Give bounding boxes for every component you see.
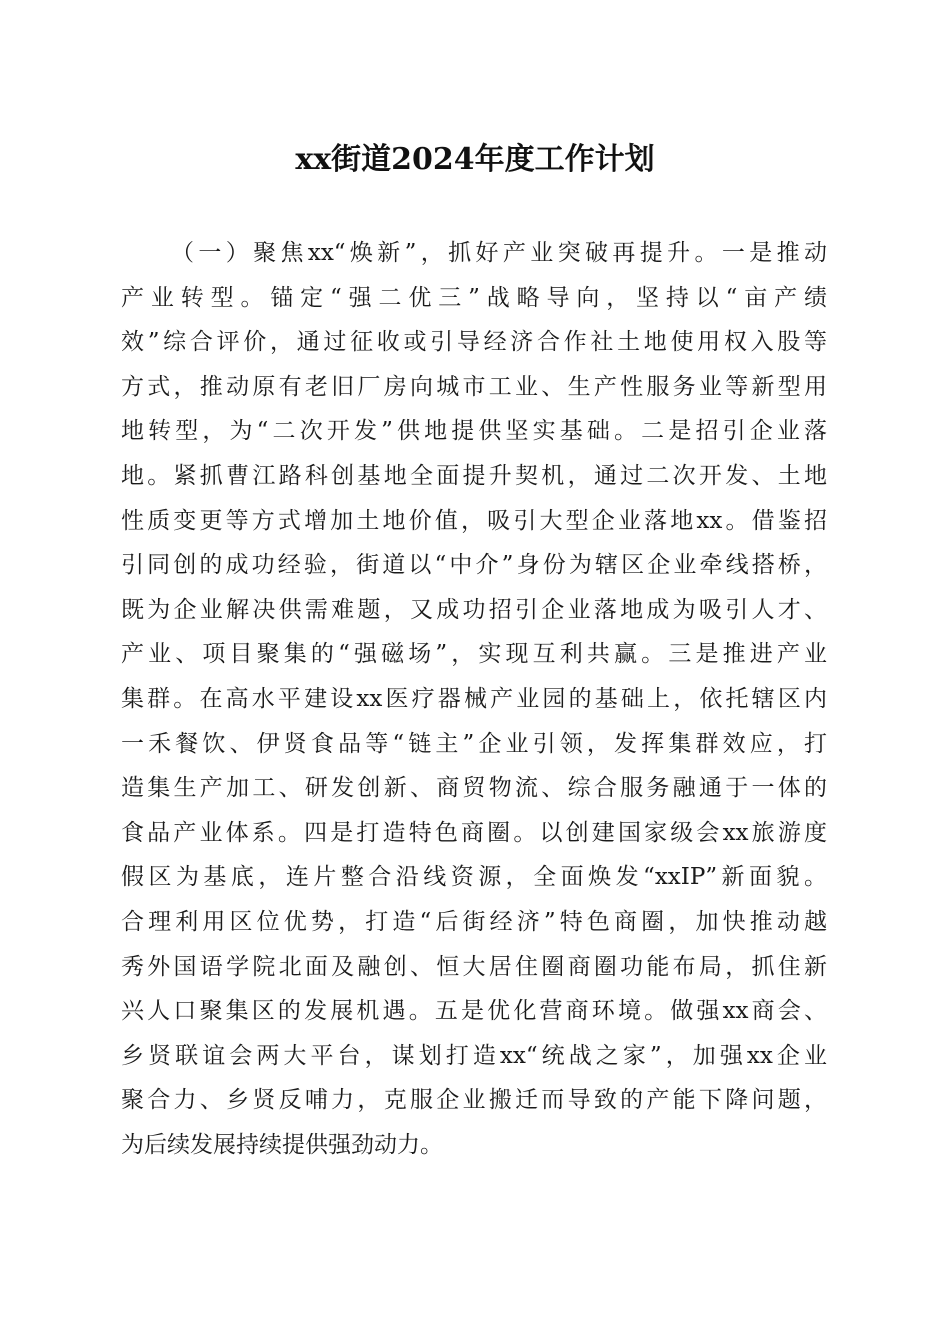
body-paragraph <box>121 231 827 1167</box>
paragraph-line: 效”综合评价，通过征收或引导经济合作社土地使用权入股等 <box>121 329 827 356</box>
paragraph-line: 地转型，为“二次开发”供地提供坚实基础。二是招引企业落 <box>121 418 827 445</box>
paragraph-line: 性质变更等方式增加土地价值，吸引大型企业落地xx。借鉴招 <box>121 507 827 534</box>
document-title: xx街道2024年度工作计划 <box>295 142 655 177</box>
paragraph-line: 为后续发展持续提供强劲动力。 <box>121 1131 443 1158</box>
paragraph-line: 一禾餐饮、伊贤食品等“链主”企业引领，发挥集群效应，打 <box>121 730 827 757</box>
paragraph-line: 产业、项目聚集的“强磁场”，实现互利共赢。三是推进产业 <box>121 641 827 668</box>
paragraph-line: 地。紧抓曹江路科创基地全面提升契机，通过二次开发、土地 <box>121 462 827 489</box>
paragraph-line: 产业转型。锚定“强二优三”战略导向，坚持以“亩产绩 <box>121 284 827 311</box>
paragraph-line: 集群。在高水平建设xx医疗器械产业园的基础上，依托辖区内 <box>121 685 827 712</box>
paragraph-line: 造集生产加工、研发创新、商贸物流、综合服务融通于一体的 <box>121 775 827 802</box>
paragraph-line: 合理利用区位优势，打造“后街经济”特色商圈，加快推动越 <box>121 908 827 935</box>
paragraph-line: 方式，推动原有老旧厂房向城市工业、生产性服务业等新型用 <box>121 373 827 400</box>
paragraph-line: 乡贤联谊会两大平台，谋划打造xx“统战之家”，加强xx企业 <box>121 1042 827 1069</box>
paragraph-line: （一）聚焦xx“焕新”，抓好产业突破再提升。一是推动 <box>171 240 827 266</box>
paragraph-line: 假区为基底，连片整合沿线资源，全面焕发“xxIP”新面貌。 <box>121 864 827 891</box>
paragraph-line: 兴人口聚集区的发展机遇。五是优化营商环境。做强xx商会、 <box>121 998 827 1025</box>
paragraph-line: 聚合力、乡贤反哺力，克服企业搬迁而导致的产能下降问题， <box>121 1087 827 1114</box>
paragraph-line: 秀外国语学院北面及融创、恒大居住圈商圈功能布局，抓住新 <box>121 953 827 980</box>
paragraph-line: 引同创的成功经验，街道以“中介”身份为辖区企业牵线搭桥， <box>121 552 827 579</box>
paragraph-line: 食品产业体系。四是打造特色商圈。以创建国家级会xx旅游度 <box>121 819 827 846</box>
paragraph-line: 既为企业解决供需难题，又成功招引企业落地成为吸引人才、 <box>121 596 827 623</box>
